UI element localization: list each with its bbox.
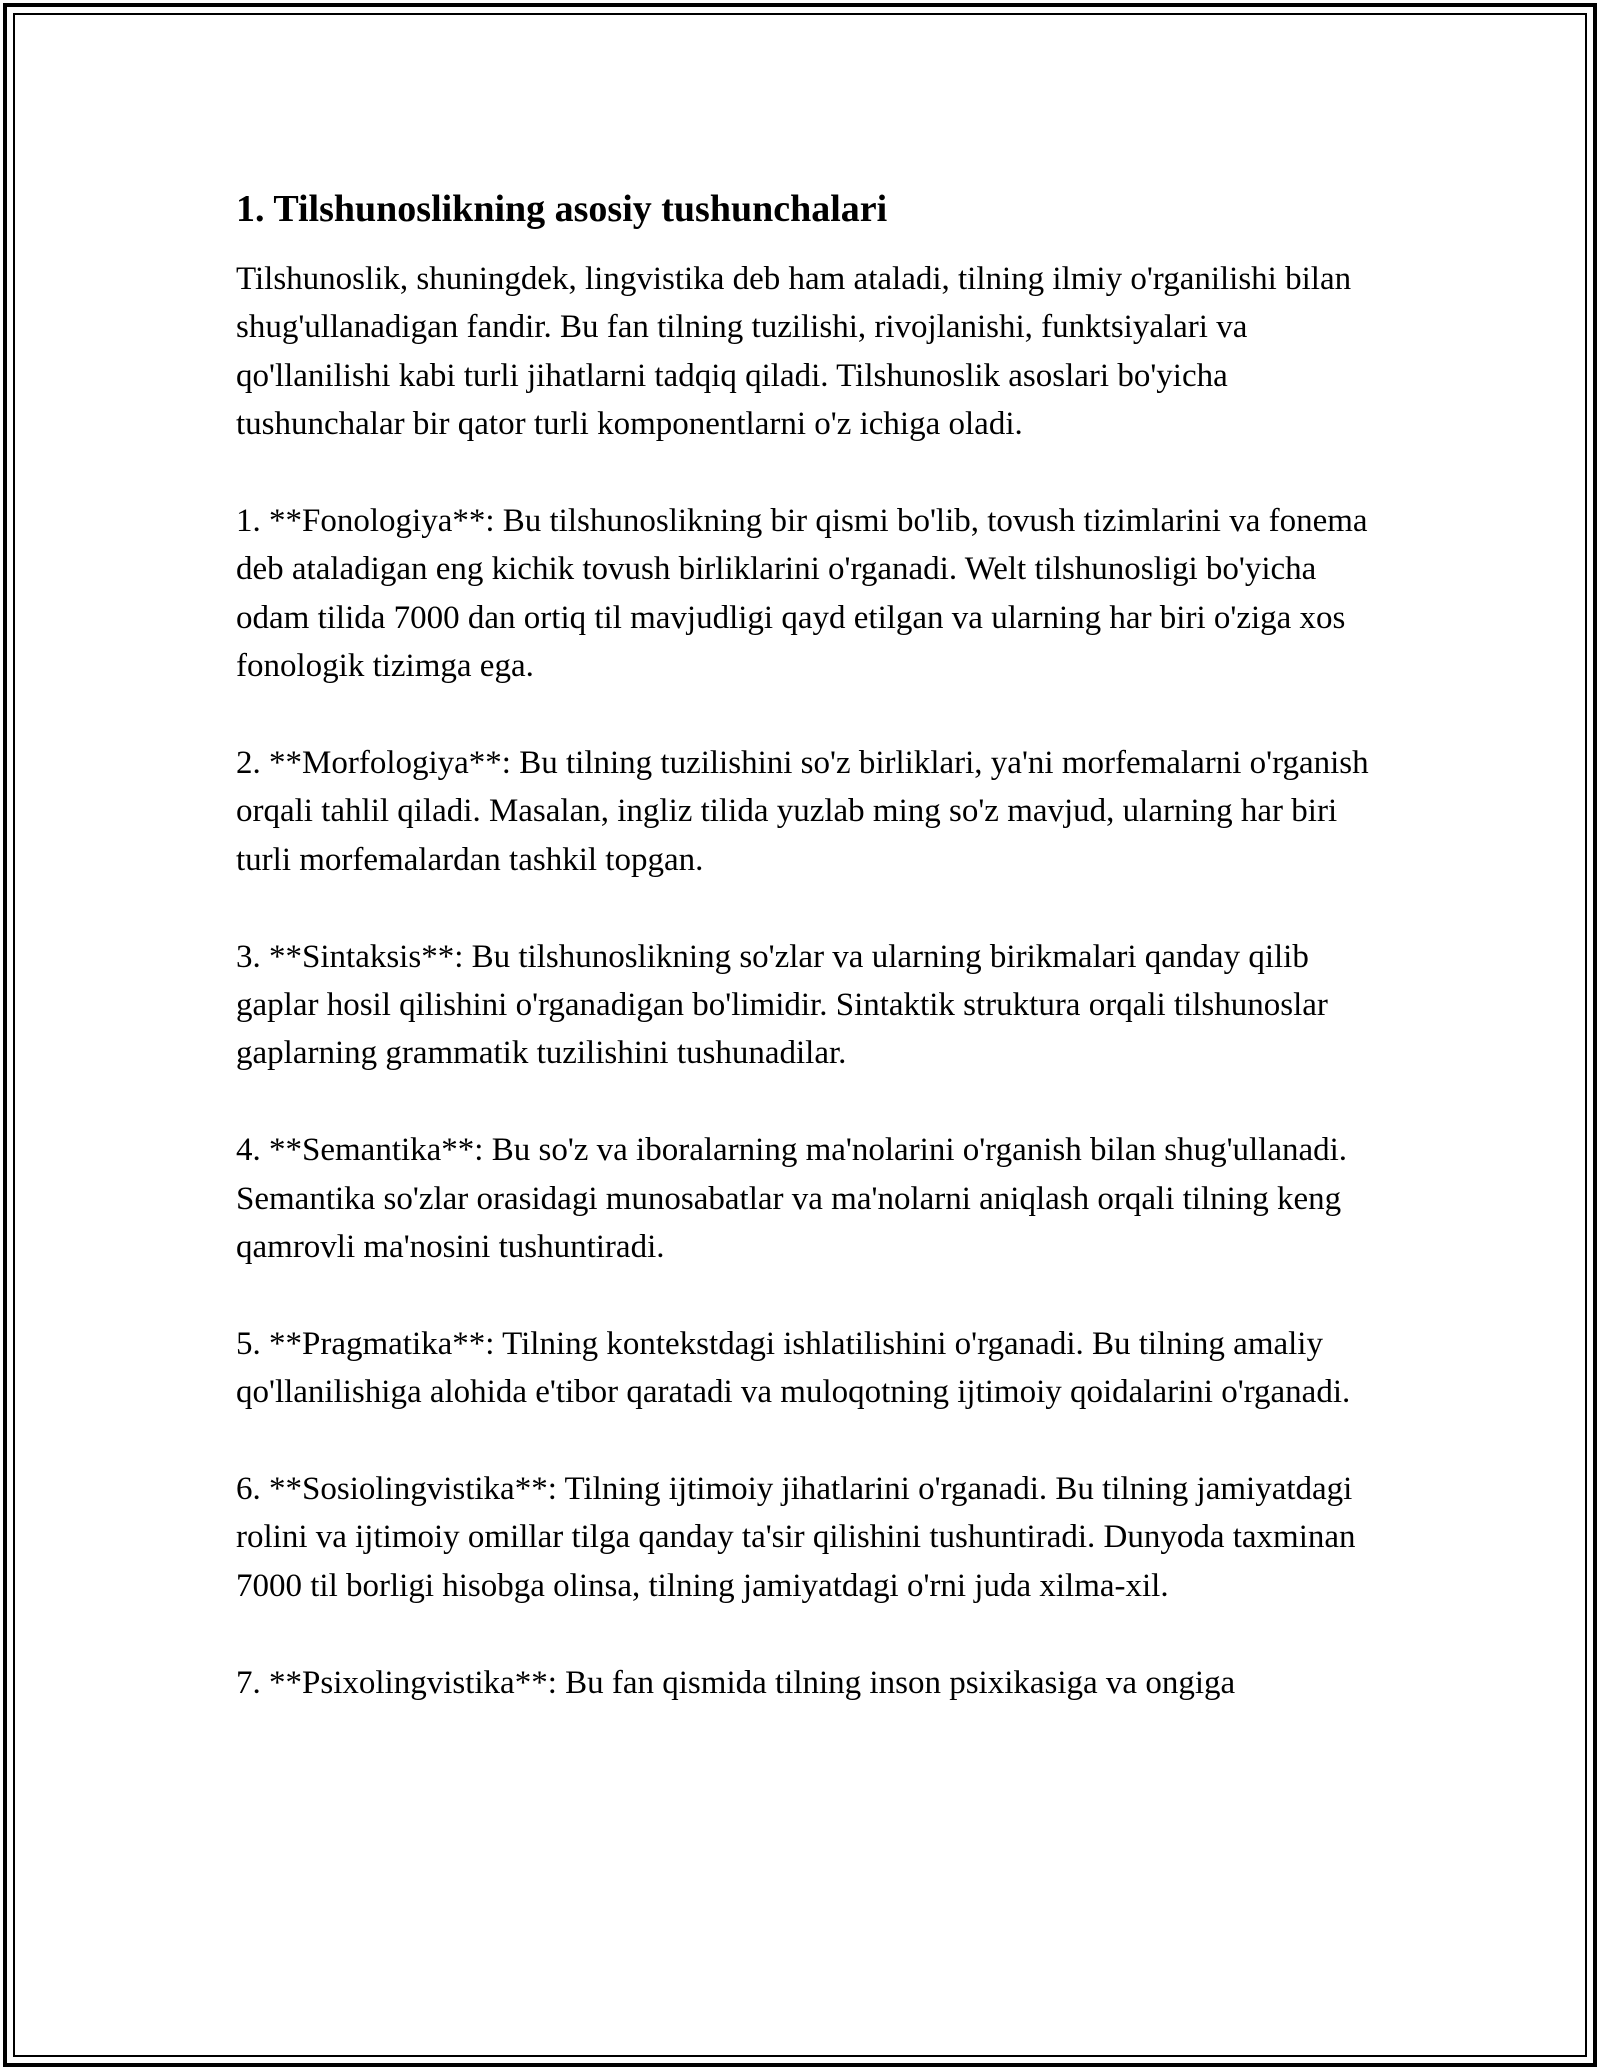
paragraph-morfologiya: 2. **Morfologiya**: Bu tilning tuzilishini so'z birliklari, ya'ni morfemalarni o'rganish orqali tahlil qiladi. Masalan, ingliz tilida yuzlab ming so'z mavjud, ularning har biri turli morfemalardan tashkil topgan.: [236, 745, 1369, 878]
intro-paragraph: Tilshunoslik, shuningdek, lingvistika deb ham ataladi, tilning ilmiy o'rganilishi bilan shug'ullanadigan fandir. Bu fan tilning tuzilishi, rivojlanishi, funktsiyalari va qo'llanilishi kabi turli jihatlarni tadqiq qiladi. Tilshunoslik asoslari bo'yicha tushunchalar bir qator turli komponentlarni o'z ichiga oladi.: [236, 261, 1352, 443]
paragraph-pragmatika: 5. **Pragmatika**: Tilning kontekstdagi ishlatilishini o'rganadi. Bu tilning amaliy qo'llanilishiga alohida e'tibor qaratadi va muloqotning ijtimoiy qoidalarini o'rganadi.: [236, 1325, 1351, 1411]
paragraph-sosiolingvistika: 6. **Sosiolingvistika**: Tilning ijtimoiy jihatlarini o'rganadi. Bu tilning jamiyatdagi rolini va ijtimoiy omillar tilga qanday ta'sir qilishini tushuntiradi. Dunyoda taxminan 7000 til borligi hisobga olinsa, tilning jamiyatdagi o'rni juda xilma-xil.: [236, 1471, 1356, 1604]
paragraph-semantika: 4. **Semantika**: Bu so'z va iboralarning ma'nolarini o'rganish bilan shug'ullanadi. Semantika so'zlar orasidagi munosabatlar va ma'nolarni aniqlash orqali tilning keng qamrovli ma'nosini tushuntiradi.: [236, 1132, 1348, 1266]
paragraph-psixolingvistika: 7. **Psixolingvistika**: Bu fan qismida tilning inson psixikasiga va ongiga: [236, 1664, 1236, 1701]
section-title: 1. Tilshunoslikning asosiy tushunchalari: [236, 188, 888, 230]
document-body: [236, 185, 1376, 1707]
paragraph-sintaksis: 3. **Sintaksis**: Bu tilshunoslikning so'zlar va ularning birikmalari qanday qilib gaplar hosil qilishini o'rganadigan bo'limidir. Sintaktik struktura orqali tilshunoslar gaplarning grammatik tuzilishini tushunadilar.: [236, 938, 1328, 1072]
paragraph-fonologiya: 1. **Fonologiya**: Bu tilshunoslikning bir qismi bo'lib, tovush tizimlarini va fonema deb ataladigan eng kichik tovush birliklarini o'rganadi. Welt tilshunosligi bo'yicha odam tilida 7000 dan ortiq til mavjudligi qayd etilgan va ularning har biri o'ziga xos fonologik tizimga ega.: [236, 503, 1368, 685]
